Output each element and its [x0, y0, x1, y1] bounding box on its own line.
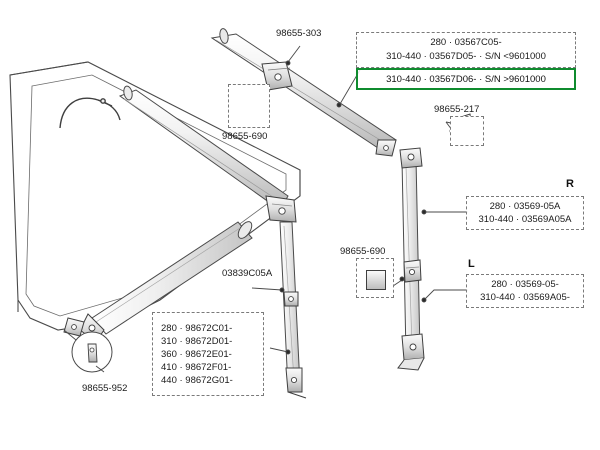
callout-03839C05A: 03839C05A: [222, 268, 273, 279]
callout-box-bottom-left: [152, 312, 264, 396]
callout-box-right-R: [466, 196, 584, 230]
left-support-leg: [280, 222, 306, 398]
top-upper-line-2: 310-440 · 03567D05- · S/N <9601000: [386, 51, 546, 62]
part-box-98655-217: [450, 116, 484, 146]
right-L-line-2: 310-440 · 03569A05-: [480, 292, 570, 303]
callout-box-top-highlighted: [356, 68, 576, 90]
callout-98655-690-mid: 98655-690: [340, 246, 386, 257]
bracket-icon-98655-690: [366, 270, 386, 290]
right-R-line-2: 310-440 · 03569A05A: [478, 214, 572, 225]
side-label-left: L: [468, 258, 475, 270]
bottom-left-line-3: 360 · 98672E01-: [161, 348, 232, 360]
right-L-line-1: 280 · 03569-05-: [491, 279, 559, 290]
callout-98655-217: 98655-217: [434, 104, 480, 115]
right-support-leg: [398, 148, 424, 370]
bottom-left-line-5: 440 · 98672G01-: [161, 374, 233, 386]
top-upper-line-1: 280 · 03567C05-: [430, 37, 502, 48]
top-highlighted-line-1: 310-440 · 03567D06- · S/N >9601000: [386, 73, 546, 85]
detail-bubble-98655-952: [64, 330, 112, 372]
right-R-line-1: 280 · 03569-05A: [489, 201, 561, 212]
callout-box-top-upper: [356, 32, 576, 68]
callout-box-right-L: [466, 274, 584, 308]
bottom-left-line-4: 410 · 98672F01-: [161, 361, 232, 373]
callout-98655-303: 98655-303: [276, 28, 322, 39]
callout-98655-690-top: 98655-690: [222, 131, 268, 142]
bottom-left-line-2: 310 · 98672D01-: [161, 335, 233, 347]
part-box-98655-690-top: [228, 84, 270, 128]
callout-98655-952: 98655-952: [82, 383, 128, 394]
side-label-right: R: [566, 178, 574, 190]
bottom-left-line-1: 280 · 98672C01-: [161, 322, 233, 334]
